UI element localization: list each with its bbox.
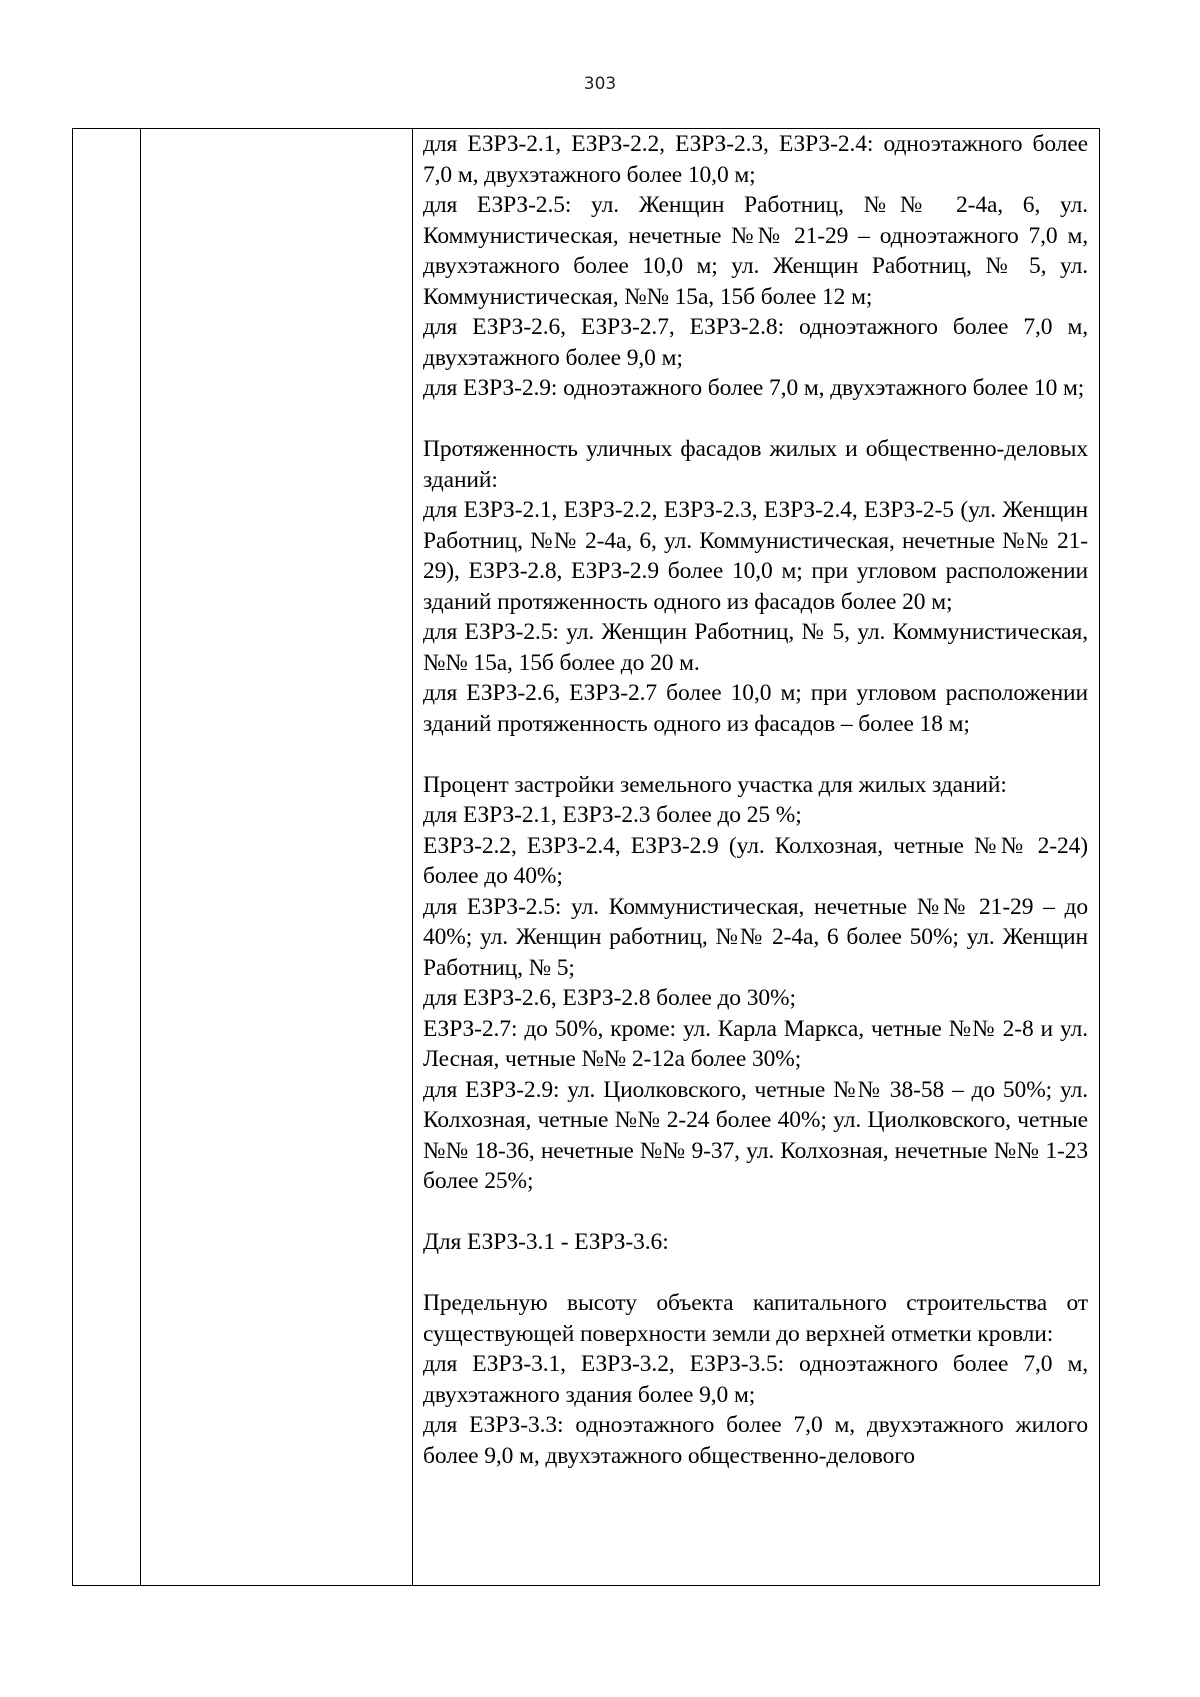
- text-paragraph: для ЕЗРЗ-2.1, ЕЗРЗ-2.3 более до 25 %;: [423, 802, 802, 828]
- text-paragraph: для ЕЗРЗ-2.1, ЕЗРЗ-2.2, ЕЗРЗ-2.3, ЕЗРЗ-2.4, ЕЗРЗ-2-5 (ул. Женщин Работниц, №№ 2-4а, 6, ул. Коммунистическая, нечетные №№ 21-29), ЕЗРЗ-2.8, ЕЗРЗ-2.9 более 10,0 м; при угловом расположении зданий протяженность одного из фасадов более 20 м;: [423, 497, 1088, 615]
- text-paragraph: ЕЗРЗ-2.7: до 50%, кроме: ул. Карла Маркса, четные №№ 2-8 и ул. Лесная, четные №№ 2-12а более 30%;: [423, 1015, 1088, 1072]
- text-paragraph: ЕЗРЗ-2.2, ЕЗРЗ-2.4, ЕЗРЗ-2.9 (ул. Колхозная, четные №№ 2-24) более до 40%;: [423, 832, 1088, 889]
- text-paragraph: Процент застройки земельного участка для жилых зданий:: [423, 771, 1007, 798]
- paragraph-gap: [423, 739, 1088, 770]
- paragraph-gap: [423, 1197, 1088, 1228]
- text-paragraph: для ЕЗРЗ-2.6, ЕЗРЗ-2.7 более 10,0 м; при угловом расположении зданий протяженность одного из фасадов – более 18 м;: [423, 680, 1088, 737]
- text-paragraph: Для ЕЗРЗ-3.1 - ЕЗРЗ-3.6:: [423, 1229, 669, 1255]
- page-number: 303: [583, 74, 617, 94]
- text-paragraph: для ЕЗРЗ-3.1, ЕЗРЗ-3.2, ЕЗРЗ-3.5: одноэтажного более 7,0 м, двухэтажного здания более 9,0 м;: [423, 1351, 1088, 1408]
- text-paragraph: для ЕЗРЗ-2.9: ул. Циолковского, четные №№ 38-58 – до 50%; ул. Колхозная, четные №№ 2-24 более 40%; ул. Циолковского, четные №№ 18-36, нечетные №№ 9-37, ул. Колхозная, нечетные №№ 1-23 более 25%;: [423, 1076, 1088, 1194]
- text-paragraph: для ЕЗРЗ-2.5: ул. Женщин Работниц, № 5, ул. Коммунистическая, №№ 15а, 15б более до 20 м.: [423, 619, 1088, 676]
- table-column-zone: [141, 129, 413, 1585]
- paragraph-gap: [423, 404, 1088, 435]
- text-paragraph: для ЕЗРЗ-2.5: ул. Коммунистическая, нечетные №№ 21-29 – до 40%; ул. Женщин работниц, №№ 2-4а, 6 более 50%; ул. Женщин Работниц, № 5;: [423, 893, 1088, 981]
- paragraph-gap: [423, 1258, 1088, 1289]
- regulation-table: [72, 128, 1100, 1586]
- text-paragraph: для ЕЗРЗ-2.1, ЕЗРЗ-2.2, ЕЗРЗ-2.3, ЕЗРЗ-2.4: одноэтажного более 7,0 м, двухэтажного более 10,0 м;: [423, 131, 1088, 188]
- text-paragraph: Протяженность уличных фасадов жилых и общественно-деловых зданий:: [423, 436, 1088, 493]
- text-paragraph: для ЕЗРЗ-2.6, ЕЗРЗ-2.7, ЕЗРЗ-2.8: одноэтажного более 7,0 м, двухэтажного более 9,0 м;: [423, 314, 1088, 371]
- text-paragraph: для ЕЗРЗ-2.9: одноэтажного более 7,0 м, двухэтажного более 10 м;: [423, 375, 1085, 401]
- table-column-parameters: [413, 129, 1099, 1585]
- table-column-number: [73, 129, 141, 1585]
- text-paragraph: для ЕЗРЗ-3.3: одноэтажного более 7,0 м, двухэтажного жилого более 9,0 м, двухэтажного общественно-делового: [423, 1412, 1088, 1469]
- text-paragraph: для ЕЗРЗ-2.5: ул. Женщин Работниц, №№ 2-4а, 6, ул. Коммунистическая, нечетные №№ 21-29 – одноэтажного 7,0 м, двухэтажного более 10,0 м; ул. Женщин Работниц, № 5, ул. Коммунистическая, №№ 15а, 15б более 12 м;: [423, 192, 1088, 310]
- text-paragraph: для ЕЗРЗ-2.6, ЕЗРЗ-2.8 более до 30%;: [423, 985, 796, 1011]
- text-paragraph: Предельную высоту объекта капитального строительства от существующей поверхности земли до верхней отметки кровли:: [423, 1290, 1088, 1347]
